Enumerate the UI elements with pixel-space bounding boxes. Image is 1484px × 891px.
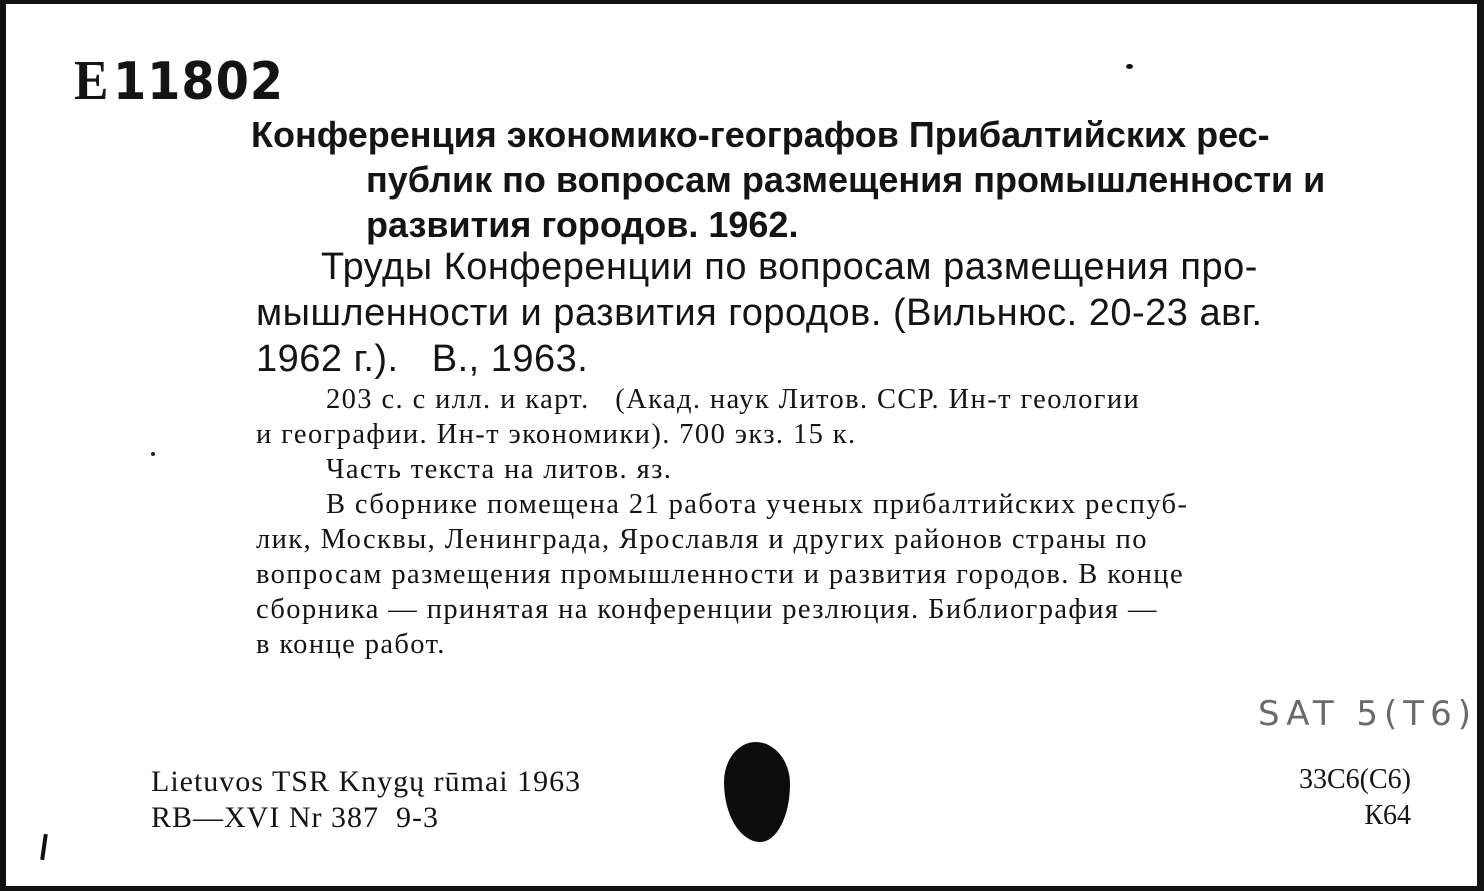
title-line: Труды Конференции по вопросам размещения про- xyxy=(321,246,1258,288)
ink-speck xyxy=(1126,64,1133,69)
heading-line: Конференция экономико-географов Прибалтийских рес- xyxy=(251,114,1270,155)
description-block xyxy=(256,382,1426,662)
title-entry xyxy=(256,244,1426,382)
ink-blot xyxy=(724,742,790,842)
title-line: мышленности и развития городов. (Вильнюс. 20-23 авг. xyxy=(256,292,1263,334)
annotation-line: вопросам размещения промышленности и развития городов. В конце xyxy=(256,559,1184,590)
ink-speck xyxy=(151,452,155,456)
classification-code: 33C6(C6) xyxy=(1299,764,1411,795)
pencil-mark xyxy=(40,834,48,860)
heading-entry xyxy=(251,112,1423,247)
annotation-line: сборника — принятая на конференции резлюция. Библиография — xyxy=(256,594,1158,625)
call-number xyxy=(74,49,284,113)
heading-line: развития городов. 1962. xyxy=(366,204,799,245)
library-line: Lietuvos TSR Knygų rūmai 1963 xyxy=(151,765,582,798)
annotation-line: В сборнике помещена 21 работа ученых прибалтийских респуб- xyxy=(326,489,1189,520)
library-imprint xyxy=(151,764,581,836)
annotation-line: лик, Москвы, Ленинграда, Ярославля и других районов страны по xyxy=(256,524,1148,555)
classification-block xyxy=(1299,762,1411,834)
call-number-value: 11802 xyxy=(112,52,285,112)
library-line: RB—XVI Nr 387 9-3 xyxy=(151,801,439,834)
description-line: 203 с. с илл. и карт. (Акад. наук Литов. ССР. Ин-т геологии xyxy=(326,384,1141,415)
call-number-prefix: E xyxy=(74,50,110,112)
title-line: 1962 г.). В., 1963. xyxy=(256,338,589,380)
author-mark: К64 xyxy=(1364,800,1411,831)
handwritten-stamp: SAT 5(T6) xyxy=(1258,694,1477,734)
annotation-line: в конце работ. xyxy=(256,629,446,660)
description-line: и географии. Ин-т экономики). 700 экз. 15 к. xyxy=(256,419,857,450)
heading-line: публик по вопросам размещения промышленности и xyxy=(366,159,1326,200)
language-note: Часть текста на литов. яз. xyxy=(326,454,673,485)
